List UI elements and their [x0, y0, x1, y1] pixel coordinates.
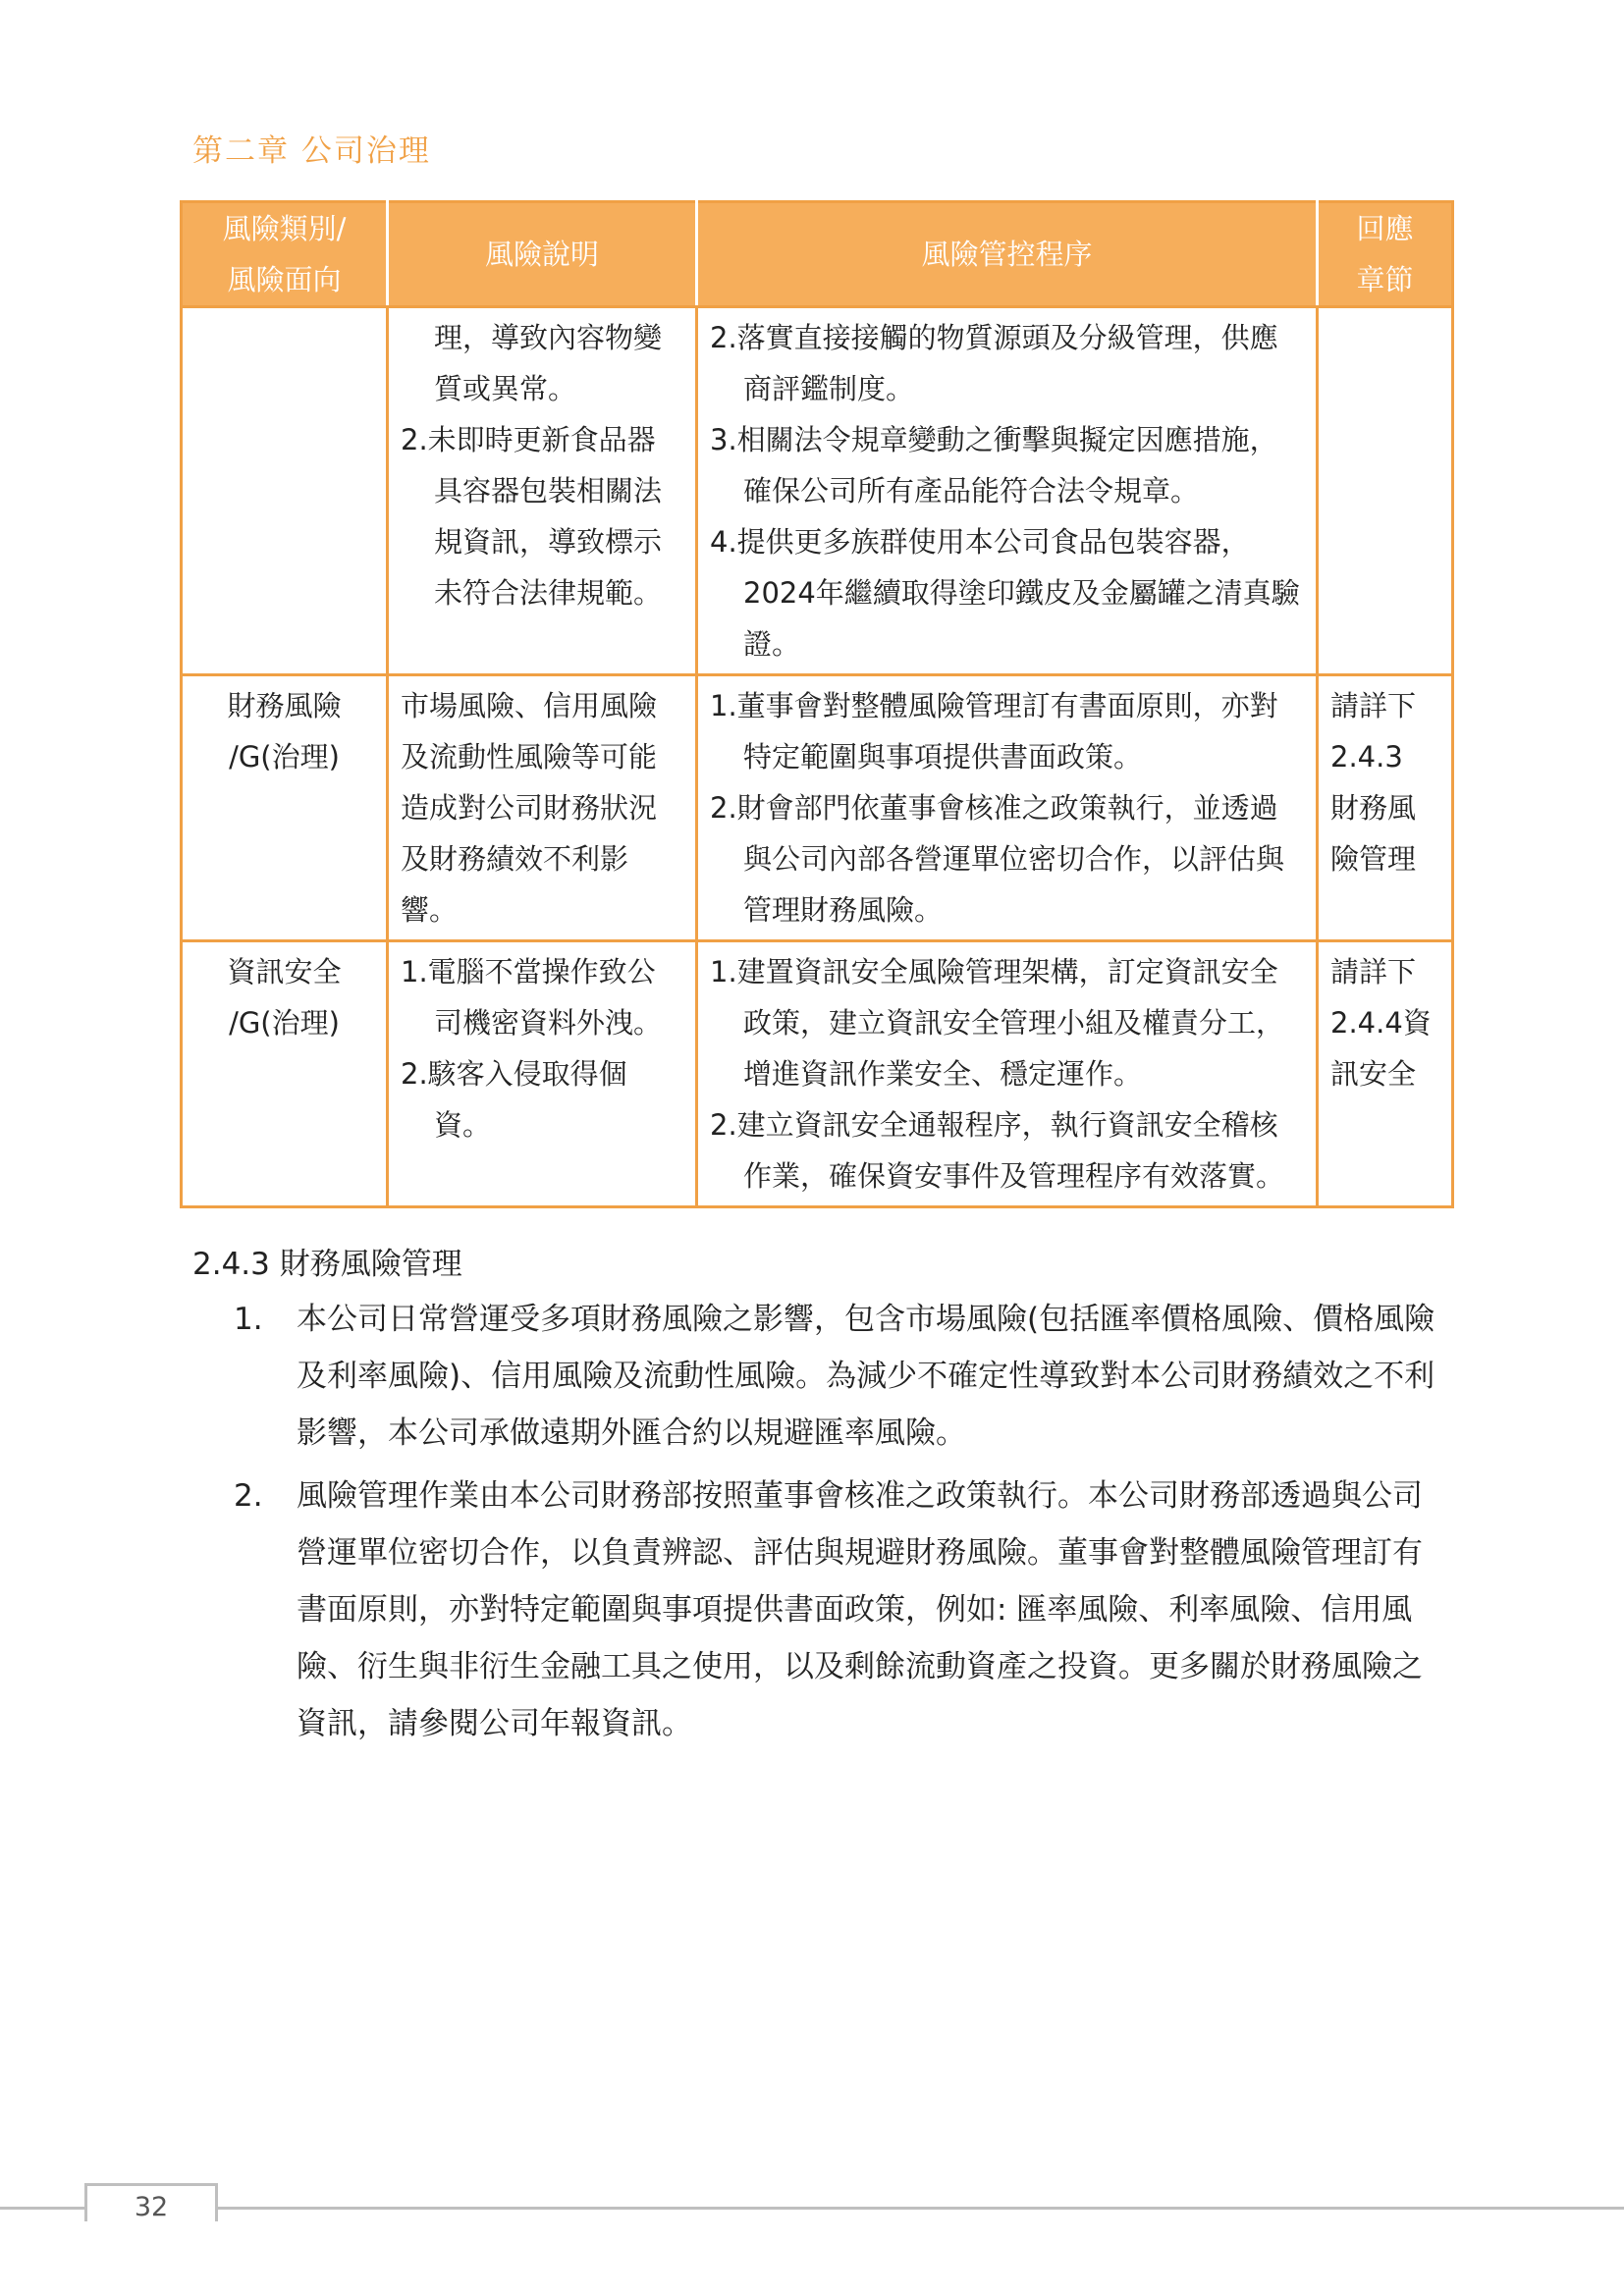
controls-cell [697, 675, 1318, 941]
table-row [182, 941, 1453, 1207]
footer-rule [0, 2207, 1624, 2210]
header-category [182, 202, 388, 307]
controls-cell [697, 307, 1318, 675]
list-item [226, 1468, 1435, 1752]
description-item: 理，導致內容物變質或異常。 [434, 321, 663, 405]
table-header-row [182, 202, 1453, 307]
list-item-text: 風險管理作業由本公司財務部按照董事會核准之政策執行。本公司財務部透過與公司營運單位密切合作，以負責辨認、評估與規避財務風險。董事會對整體風險管理訂有書面原則，亦對特定範圍與事項提供書面政策，例如: 匯率風險、利率風險、信用風險、衍生與非衍生金融工具之使用，以及剩餘流動資產之投資。更多關於財務風險之資訊，請參閱公司年報資訊。 [297, 1478, 1423, 1741]
control-item: 2.落實直接接觸的物質源頭及分級管理，供應商評鑑制度。 [710, 321, 1278, 405]
control-item: 2.財會部門依董事會核准之政策執行，並透過與公司內部各營運單位密切合作，以評估與管理財務風險。 [710, 791, 1285, 927]
header-category-line2: 風險面向 [227, 263, 342, 296]
category-dimension: /G(治理) [229, 740, 340, 774]
list-item [226, 1291, 1435, 1462]
description-cell [388, 941, 697, 1207]
table-row [182, 307, 1453, 675]
category-name: 資訊安全 [227, 955, 342, 988]
description-item: 市場風險、信用風險及流動性風險等可能造成對公司財務狀況及財務績效不利影響。 [401, 689, 658, 927]
control-item: 1.董事會對整體風險管理訂有書面原則，亦對特定範圍與事項提供書面政策。 [710, 689, 1278, 774]
category-cell [182, 675, 388, 941]
section-title: 2.4.3 財務風險管理 [192, 1247, 462, 1282]
list-item-number: 2. [234, 1478, 263, 1514]
header-reference-line1: 回應 [1356, 212, 1414, 245]
category-dimension: /G(治理) [229, 1006, 340, 1040]
control-item: 3.相關法令規章變動之衝擊與擬定因應措施，確保公司所有產品能符合法令規章。 [710, 423, 1278, 507]
risk-table [180, 200, 1454, 1208]
table-row [182, 675, 1453, 941]
category-name: 財務風險 [227, 689, 342, 722]
header-description: 風險說明 [388, 202, 697, 307]
description-item: 2.未即時更新食品器具容器包裝相關法規資訊，導致標示未符合法律規範。 [401, 423, 663, 610]
reference-cell: 請詳下 2.4.3 財務風險管理 [1318, 675, 1453, 941]
section-list [226, 1291, 1435, 1752]
header-category-line1: 風險類別/ [222, 212, 347, 245]
list-item-number: 1. [234, 1302, 263, 1337]
controls-cell [697, 941, 1318, 1207]
category-cell [182, 307, 388, 675]
description-item: 1.電腦不當操作致公司機密資料外洩。 [401, 955, 663, 1040]
reference-cell: 請詳下 2.4.4資訊安全 [1318, 941, 1453, 1207]
category-cell [182, 941, 388, 1207]
control-item: 4.提供更多族群使用本公司食品包裝容器，2024年繼續取得塗印鐵皮及金屬罐之清真驗證。 [710, 525, 1300, 661]
header-controls: 風險管控程序 [697, 202, 1318, 307]
chapter-title: 第二章 公司治理 [192, 133, 431, 169]
reference-cell [1318, 307, 1453, 675]
list-item-text: 本公司日常營運受多項財務風險之影響，包含市場風險(包括匯率價格風險、價格風險及利率風險)、信用風險及流動性風險。為減少不確定性導致對本公司財務績效之不利影響，本公司承做遠期外匯合約以規避匯率風險。 [297, 1302, 1435, 1451]
header-reference [1318, 202, 1453, 307]
description-cell [388, 307, 697, 675]
control-item: 1.建置資訊安全風險管理架構，訂定資訊安全政策，建立資訊安全管理小組及權責分工，增進資訊作業安全、穩定運作。 [710, 955, 1285, 1091]
page-number: 32 [84, 2183, 218, 2221]
header-reference-line2: 章節 [1356, 263, 1414, 296]
control-item: 2.建立資訊安全通報程序，執行資訊安全稽核作業，確保資安事件及管理程序有效落實。 [710, 1108, 1285, 1193]
description-item: 2.駭客入侵取得個資。 [401, 1057, 627, 1142]
description-cell [388, 675, 697, 941]
